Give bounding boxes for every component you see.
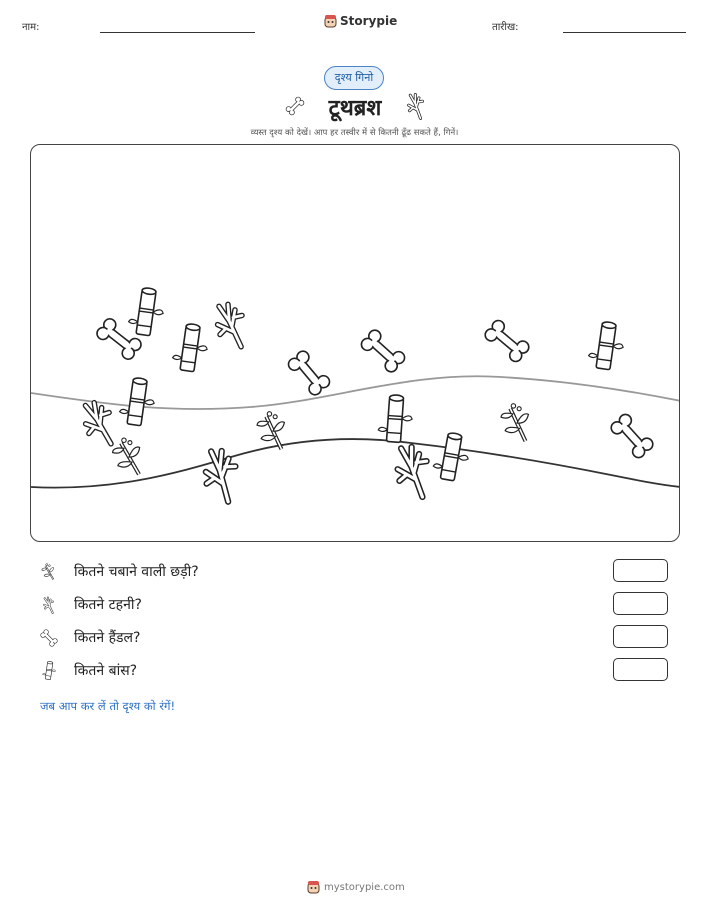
twig-icon	[402, 90, 430, 122]
bone-icon	[38, 627, 60, 649]
bamboo	[378, 394, 414, 443]
answer-box[interactable]	[613, 559, 668, 582]
page-title: टूथब्रश	[328, 96, 382, 121]
leafy-sprig	[107, 433, 151, 481]
footer-url[interactable]: mystorypie.com	[324, 881, 405, 893]
bone	[483, 318, 531, 364]
question-row-twig	[38, 592, 670, 618]
question-text: कितने हैंडल?	[74, 630, 141, 646]
bone	[359, 328, 407, 375]
scene-bones	[95, 316, 656, 460]
busy-scene	[31, 145, 680, 542]
twig-icon	[38, 594, 60, 616]
answer-box[interactable]	[613, 592, 668, 615]
question-text: कितने बांस?	[74, 663, 138, 679]
brand-name: Storypie	[340, 14, 398, 28]
name-label: नाम:	[22, 22, 40, 33]
storypie-mascot-icon	[307, 880, 320, 894]
bamboo-icon	[38, 660, 60, 682]
twig	[209, 299, 254, 353]
category-badge: दृश्य गिनो	[324, 66, 384, 90]
answer-box[interactable]	[613, 658, 668, 681]
leafy-sprig	[252, 408, 294, 455]
question-row-sprig	[38, 559, 670, 585]
storypie-mascot-icon	[324, 14, 337, 28]
bamboo	[118, 376, 157, 427]
bamboo	[587, 320, 626, 371]
bamboo	[431, 431, 472, 483]
leafy-sprig	[496, 400, 538, 447]
bone	[609, 412, 656, 460]
question-text: कितने चबाने वाली छड़ी?	[74, 564, 199, 580]
leafy-sprig-icon	[38, 561, 60, 583]
bone	[286, 349, 332, 397]
background-hill	[31, 376, 680, 409]
answer-box[interactable]	[613, 625, 668, 648]
twig	[389, 442, 437, 503]
question-text: कितने टहनी?	[74, 597, 142, 613]
instructions: व्यस्त दृश्य को देखें। आप हर तस्वीर में से कितनी ढूँढ सकते हैं, गिनें।	[250, 128, 459, 138]
date-field-line[interactable]	[563, 32, 686, 33]
question-row-bamboo	[38, 658, 670, 684]
question-row-bone	[38, 625, 670, 651]
date-label: तारीख:	[492, 22, 519, 33]
name-field-line[interactable]	[100, 32, 255, 33]
footer	[307, 880, 405, 894]
bone-icon	[280, 92, 310, 120]
scene-panel	[30, 144, 680, 542]
bamboo	[127, 286, 166, 337]
scene-bamboos	[118, 286, 626, 483]
brand-logo	[324, 14, 397, 28]
coloring-note: जब आप कर लें तो दृश्य को रंगें!	[40, 699, 176, 713]
bamboo	[171, 322, 210, 373]
